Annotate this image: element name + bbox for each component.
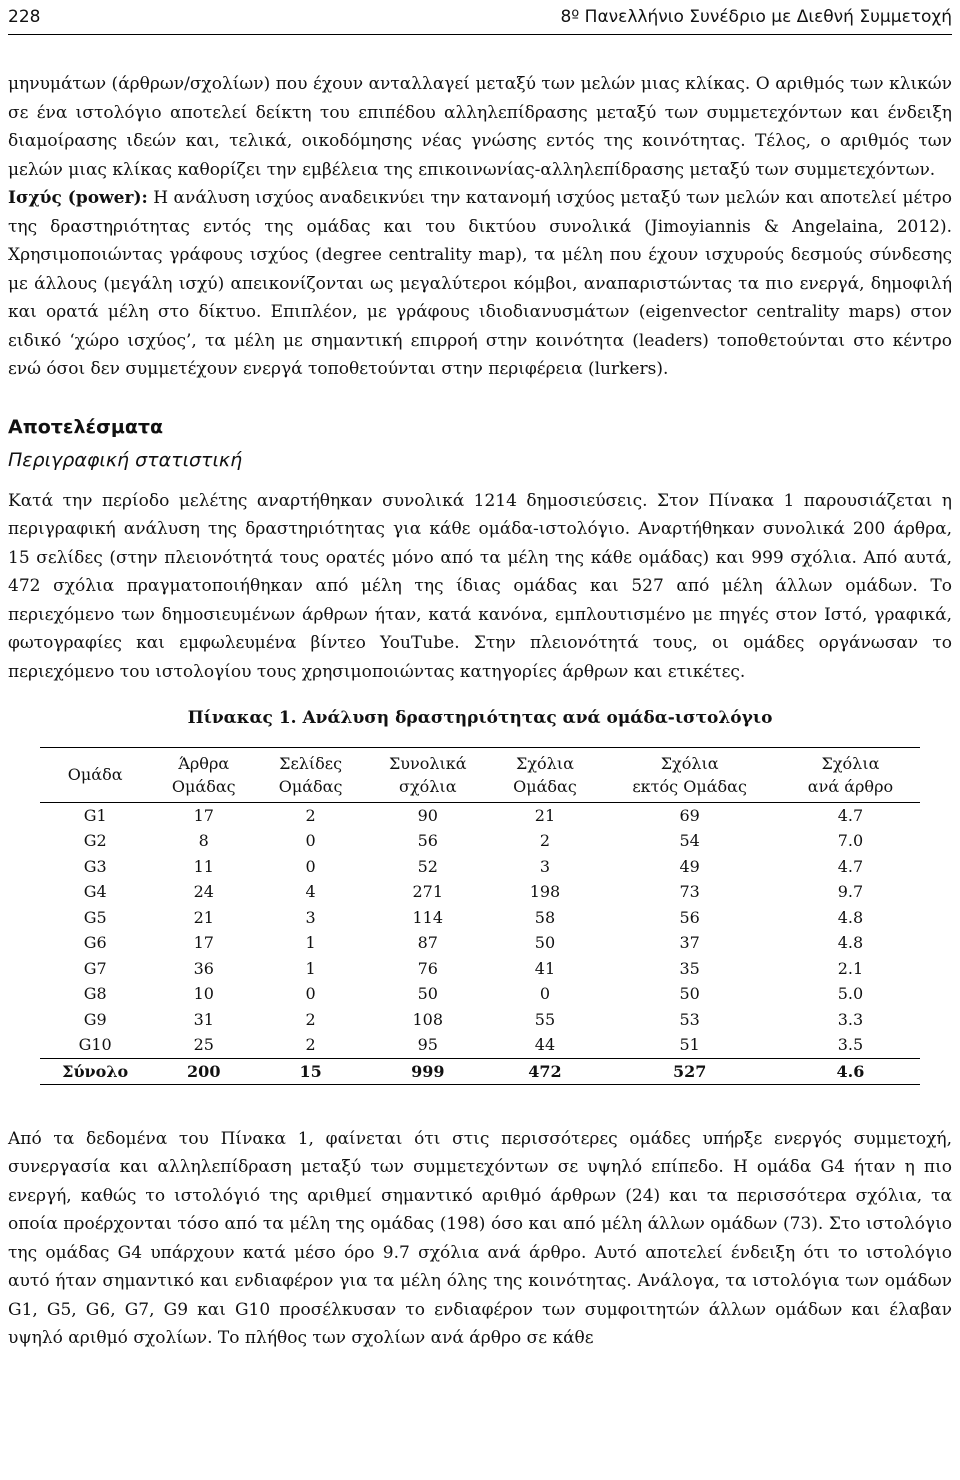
column-header xyxy=(150,747,257,802)
table-cell: 9.7 xyxy=(837,882,864,901)
table-cell: 58 xyxy=(534,907,556,927)
table-cell: 0 xyxy=(305,984,316,1003)
table-cell: 31 xyxy=(193,1009,214,1029)
table-cell: 55 xyxy=(534,1009,556,1029)
table-cell: 8 xyxy=(198,831,209,850)
table-cell: 4.8 xyxy=(837,907,864,927)
table-cell: 114 xyxy=(412,907,444,927)
table-cell: 21 xyxy=(193,907,214,927)
table-cell: G7 xyxy=(83,958,107,978)
table-cell: 4.7 xyxy=(837,805,864,825)
table-cell: 36 xyxy=(193,958,214,978)
table-row xyxy=(40,1032,920,1058)
table-cell: 4.8 xyxy=(837,933,864,952)
table-total-cell: 15 xyxy=(257,1058,364,1084)
table-cell: 56 xyxy=(417,831,438,850)
table-cell: 50 xyxy=(534,933,556,952)
table-total-row xyxy=(40,1058,920,1084)
column-header xyxy=(598,747,781,802)
table-cell: 0 xyxy=(305,831,316,850)
table-caption: Πίνακας 1. Ανάλυση δραστηριότητας ανά ομάδα-ιστολόγιο xyxy=(187,708,773,728)
table-cell: 1 xyxy=(305,933,316,952)
paragraph-descriptive-stats: Κατά την περίοδο μελέτης αναρτήθηκαν συνολικά 1214 δημοσιεύσεις. Στον Πίνακα 1 παρουσιάζεται η περιγραφική ανάλυση της δραστηριότητας για κάθε ομάδα-ιστολόγιο. Αναρτήθηκαν συνολικά 200 άρθρα, 15 σελίδες (στην πλειονότητά τους ορατές μόνο από τα μέλη της κάθε ομάδας) και 999 σχόλια. Από αυτά, 472 σχόλια πραγματοποιήθηκαν από μέλη της ίδιας ομάδας και 527 από μέλη άλλων ομάδων. Το περιεχόμενο των δημοσιευμένων άρθρων ήταν, κατά κανόνα, εμπλουτισμένο με πηγές στον Ιστό, γραφικά, φωτογραφίες και εμφωλευμένα βίντεο YouTube. Στην πλειονότητά τους, οι ομάδες οργάνωσαν το περιεχόμενο του ιστολογίου τους χρησιμοποιώντας κατηγορίες άρθρων και ετικέτες. xyxy=(8,490,952,682)
column-header-line1: Άρθρα xyxy=(178,753,230,773)
table-cell: G6 xyxy=(83,933,107,952)
table-cell: 50 xyxy=(417,984,438,1003)
table-header-row xyxy=(40,747,920,802)
table-cell: 2 xyxy=(305,1035,316,1054)
column-header-line2: σχόλια xyxy=(399,776,457,796)
column-header xyxy=(40,747,150,802)
column-header-line1: Σχόλια xyxy=(516,753,574,773)
table-cell: 21 xyxy=(534,805,556,825)
page-number: 228 xyxy=(8,7,41,27)
table-cell: 35 xyxy=(679,958,700,978)
table-cell: 5.0 xyxy=(837,984,864,1003)
power-text: Η ανάλυση ισχύος αναδεικνύει την κατανομή ισχύος μεταξύ των μελών και αποτελεί μέτρο της δραστηριότητας εντός της ομάδας και του δικτύου συνολικά (Jimoyiannis & Angelaina, 2012). Χρησιμοποιώντας γράφους ισχύος (degree centrality map), τα μέλη που έχουν ισχυρούς δεσμούς σύνδεσης με άλλους (μεγάλη ισχύ) απεικονίζονται ως μεγαλύτεροι κόμβοι, αναπαριστώντας τα πιο ενεργά, δημοφιλή και ορατά μέλη στο δίκτυο. Επιπλέον, με γράφους ιδιοδιανυσμάτων (eigenvector centrality maps) στον ειδικό ‘χώρο ισχύος’, τα μέλη με σημαντική επιρροή στην κοινότητα (leaders) τοποθετούνται στο κέντρο ενώ όσοι δεν συμμετέχουν ενεργά τοποθετούνται στην περιφέρεια (lurkers). xyxy=(8,188,952,379)
table-cell: 2.1 xyxy=(837,958,864,978)
table-cell: 17 xyxy=(193,933,214,952)
section-heading-results: Αποτελέσματα xyxy=(8,415,164,438)
table-cell: 54 xyxy=(679,831,700,850)
table-cell: 3 xyxy=(305,907,316,927)
column-header-line1: Σχόλια xyxy=(821,753,880,773)
paragraph-power xyxy=(8,184,952,384)
table-cell: 50 xyxy=(679,984,700,1003)
table-cell: 4.7 xyxy=(837,856,864,876)
table-cell: 17 xyxy=(193,805,214,825)
activity-table xyxy=(40,747,920,1085)
column-header xyxy=(257,747,364,802)
table-cell: 11 xyxy=(193,856,214,876)
table-cell: 76 xyxy=(417,958,438,978)
power-run-in-title: Ισχύς (power): xyxy=(8,188,148,208)
table-cell: 198 xyxy=(529,882,561,901)
table-cell: 4 xyxy=(305,882,316,901)
table-cell: 41 xyxy=(534,958,556,978)
table-cell: 56 xyxy=(679,907,700,927)
column-header xyxy=(781,747,920,802)
table-total-cell: 472 xyxy=(492,1058,599,1084)
table-cell: 0 xyxy=(305,856,316,876)
paragraph-cliques: μηνυμάτων (άρθρων/σχολίων) που έχουν ανταλλαγεί μεταξύ των μελών μιας κλίκας. Ο αριθμός των κλικών σε ένα ιστολόγιο αποτελεί δείκτη του επιπέδου αλληλεπίδρασης μεταξύ των συμμετεχόντων και ένδειξη διαμοίρασης ιδεών και, τελικά, οικοδόμησης νέας γνώσης εντός της κοινότητας. Τέλος, ο αριθμός των μελών μιας κλίκας καθορίζει την εμβέλεια της επικοινωνίας-αλληλεπίδρασης μεταξύ των συμμετεχόντων. xyxy=(8,74,952,180)
table-row xyxy=(40,854,920,880)
table-cell: 44 xyxy=(534,1035,556,1054)
table-cell: 37 xyxy=(679,933,700,952)
table-cell: 271 xyxy=(412,882,444,901)
table-total-cell: 200 xyxy=(150,1058,257,1084)
table-cell: G1 xyxy=(83,805,107,825)
table-row xyxy=(40,905,920,931)
column-header-line2: Ομάδας xyxy=(278,776,343,796)
table-cell: G8 xyxy=(83,984,107,1003)
table-cell: 1 xyxy=(305,958,316,978)
column-header-line2: ανά άρθρο xyxy=(807,776,894,796)
column-header-line2: εκτός Ομάδας xyxy=(632,776,747,796)
table-cell: 49 xyxy=(679,856,700,876)
table-cell: 90 xyxy=(417,805,438,825)
column-header xyxy=(364,747,492,802)
table-cell: G5 xyxy=(83,907,107,927)
page-header xyxy=(8,0,952,35)
table-cell: G3 xyxy=(83,856,107,876)
table-row xyxy=(40,956,920,982)
table-row xyxy=(40,981,920,1007)
table-total-cell: 4.6 xyxy=(781,1058,920,1084)
table-row xyxy=(40,879,920,905)
table-cell: 108 xyxy=(412,1009,444,1029)
table-cell: 3.5 xyxy=(837,1035,864,1054)
paragraph-table-discussion: Από τα δεδομένα του Πίνακα 1, φαίνεται ότι στις περισσότερες ομάδες υπήρξε ενεργός συμμετοχή, συνεργασία και αλληλεπίδραση μεταξύ των συμμετεχόντων σε υψηλό επίπεδο. Η ομάδα G4 ήταν η πιο ενεργή, καθώς το ιστολόγιό της αριθμεί σημαντικό αριθμό άρθρων (24) και τα περισσότερα σχόλια, τα οποία προέρχονται τόσο από τα μέλη της ομάδας (198) όσο και από μέλη άλλων ομάδων (73). Στο ιστολόγιο της ομάδας G4 υπάρχουν κατά μέσο όρο 9.7 σχόλια ανά άρθρο. Αυτό αποτελεί ένδειξη ότι το ιστολόγιο αυτό ήταν σημαντικό και ενδιαφέρον για τα μέλη όλης της κοινότητας. Ανάλογα, τα ιστολόγια των ομάδων G1, G5, G6, G7, G9 και G10 προσέλκυσαν το ενδιαφέρον των συμφοιτητών άλλων ομάδων και έλαβαν υψηλό αριθμό σχολίων. Το πλήθος των σχολίων ανά άρθρο σε κάθε xyxy=(8,1128,952,1348)
column-header-line1: Ομάδα xyxy=(67,765,123,784)
subsection-heading-descriptive: Περιγραφική στατιστική xyxy=(8,448,243,471)
table-cell: 25 xyxy=(193,1035,214,1054)
table-cell: 7.0 xyxy=(837,831,864,850)
table-row xyxy=(40,930,920,956)
table-cell: G4 xyxy=(83,882,107,901)
table-cell: 95 xyxy=(417,1035,438,1054)
table-cell: 69 xyxy=(679,805,700,825)
table-cell: 73 xyxy=(679,882,700,901)
conference-title: 8º Πανελλήνιο Συνέδριο με Διεθνή Συμμετοχή xyxy=(560,7,952,27)
table-cell: G10 xyxy=(78,1035,112,1054)
table-cell: 2 xyxy=(539,831,551,850)
table-cell: G2 xyxy=(83,831,107,850)
table-cell: 2 xyxy=(305,1009,316,1029)
table-cell: 10 xyxy=(193,984,214,1003)
column-header-line1: Σχόλια xyxy=(660,753,719,773)
table-cell: 52 xyxy=(417,856,438,876)
table-row xyxy=(40,802,920,828)
column-header-line2: Ομάδας xyxy=(513,776,577,796)
table-row xyxy=(40,1007,920,1033)
column-header-line1: Σελίδες xyxy=(279,753,343,773)
page-content xyxy=(8,70,952,1353)
table-cell: 3 xyxy=(539,856,551,876)
column-header-line2: Ομάδας xyxy=(171,776,236,796)
table-cell: 87 xyxy=(417,933,438,952)
table-cell: 53 xyxy=(679,1009,700,1029)
table-total-cell: 999 xyxy=(364,1058,492,1084)
table-cell: 24 xyxy=(193,882,214,901)
column-header xyxy=(492,747,599,802)
column-header-line1: Συνολικά xyxy=(388,753,467,773)
table-cell: G9 xyxy=(83,1009,107,1029)
table-cell: 2 xyxy=(305,805,316,825)
table-total-cell: Σύνολο xyxy=(40,1058,150,1084)
table-cell: 3.3 xyxy=(837,1009,864,1029)
table-total-cell: 527 xyxy=(598,1058,781,1084)
table-cell: 0 xyxy=(539,984,551,1003)
table-row xyxy=(40,828,920,854)
table-cell: 51 xyxy=(679,1035,700,1054)
